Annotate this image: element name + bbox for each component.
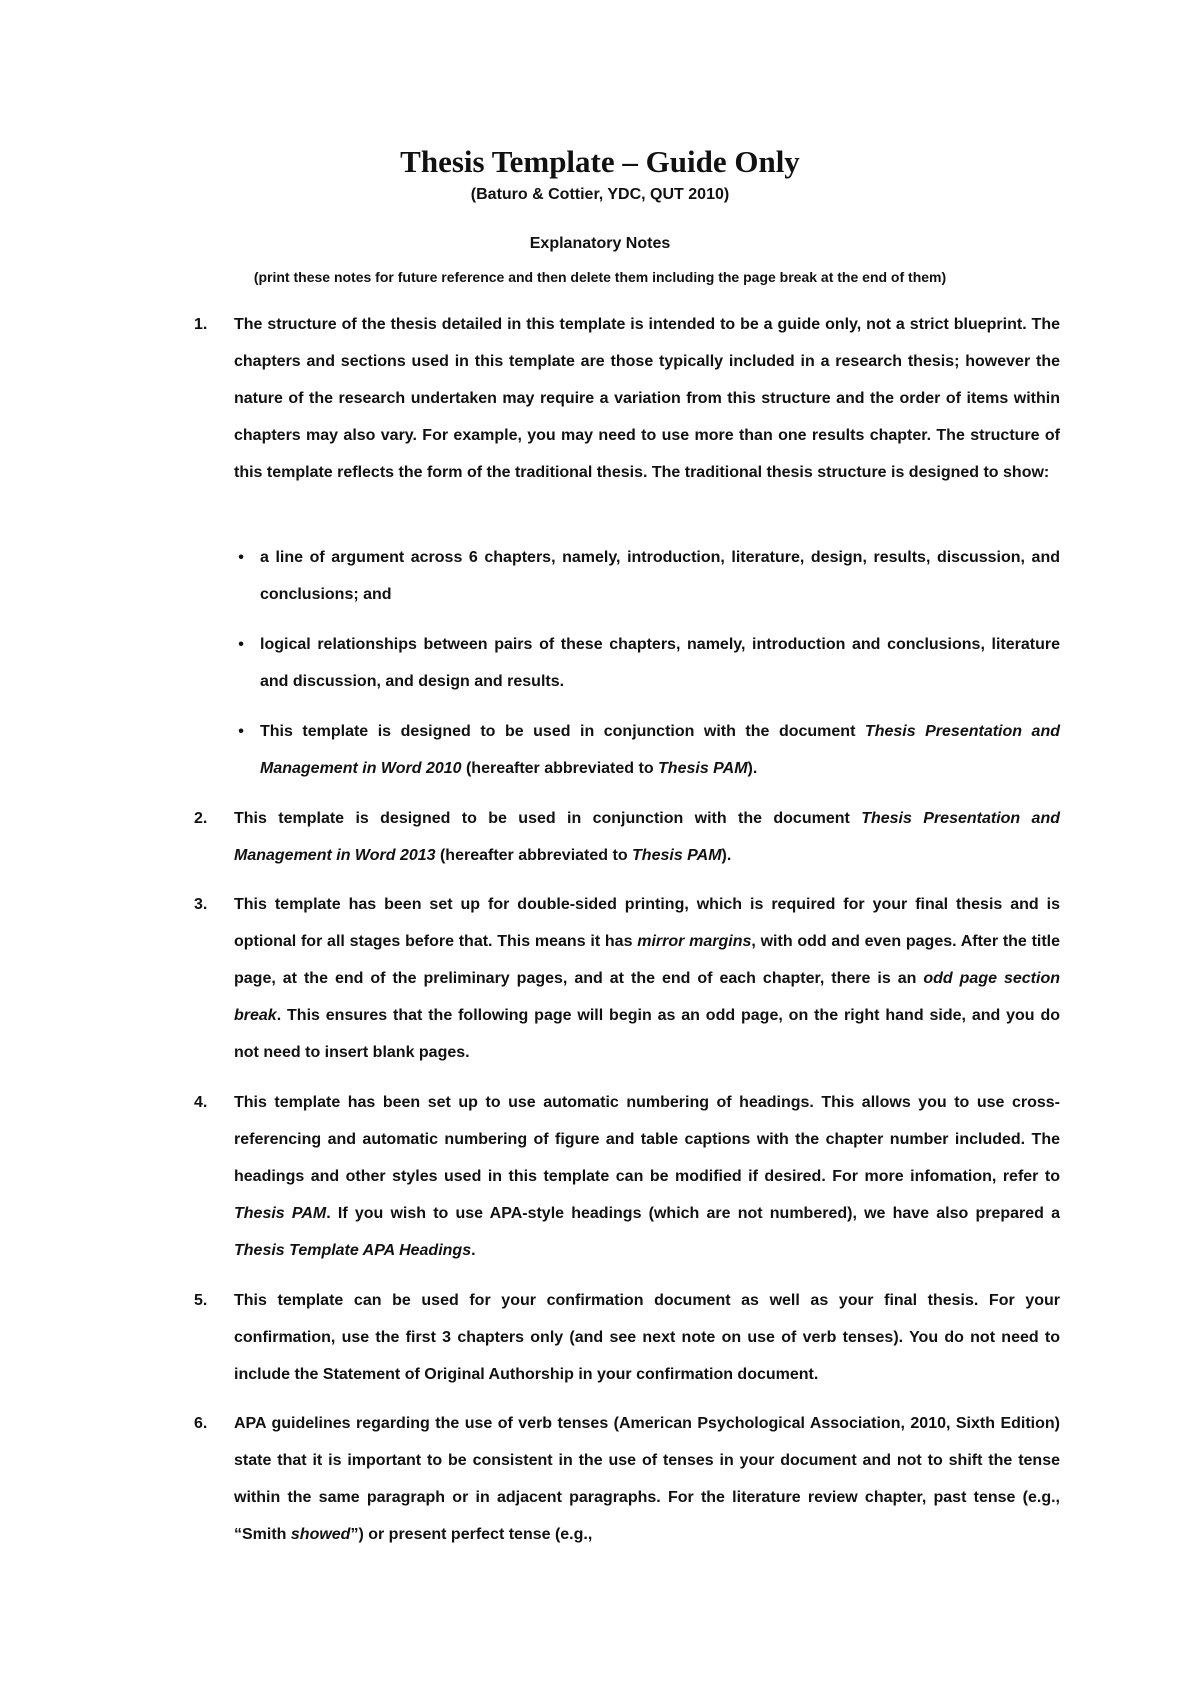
note-item-2 xyxy=(194,800,1060,874)
note-number: 3. xyxy=(194,896,208,913)
italic-term: mirror margins xyxy=(637,933,752,950)
bullet-icon: • xyxy=(238,636,244,653)
italic-abbreviation: Thesis PAM xyxy=(234,1205,327,1222)
bullet-item-3 xyxy=(238,713,1061,787)
bullet-item-2 xyxy=(238,626,1060,700)
note-text xyxy=(234,1084,1060,1269)
note-item-5 xyxy=(194,1282,1060,1393)
note-text: The structure of the thesis detailed in this template is intended to be a guide only, not a strict blueprint. The chapters and sections used in this template are those typically included in a research thesis; however the nature of the research undertaken may require a variation from this structure and the order of items within chapters may also vary. For example, you may need to use more than one results chapter. The structure of this template reflects the form of the traditional thesis. The traditional thesis structure is designed to show: xyxy=(234,316,1060,481)
text-run: ”) or present perfect tense (e.g., xyxy=(350,1526,593,1543)
text-run: APA guidelines regarding the use of verb tenses (American Psychological Association, 2010, Sixth Edition) state that it is important to be consistent in the use of tenses in your document and not to shift the tense within the same paragraph or in adjacent paragraphs. For the literature review chapter, past tense (e.g., “Smith xyxy=(234,1415,1060,1543)
text-run: This template is designed to be used in conjunction with the document xyxy=(234,810,862,827)
note-text xyxy=(234,886,1060,1071)
note-text: This template can be used for your confirmation document as well as your final thesis. For your confirmation, use the first 3 chapters only (and see next note on use of verb tenses). You do not need to include the Statement of Original Authorship in your confirmation document. xyxy=(234,1292,1060,1383)
document-subtitle: (Baturo & Cottier, YDC, QUT 2010) xyxy=(470,186,730,203)
document-title: Thesis Template – Guide Only xyxy=(400,144,800,179)
text-run: . xyxy=(471,1242,476,1259)
note-text xyxy=(234,800,1060,874)
bullet-item-1 xyxy=(238,539,1060,613)
text-run: This template has been set up to use automatic numbering of headings. This allows you to use cross-referencing and automatic numbering of figure and table captions with the chapter number included. The headings and other styles used in this template can be modified if desired. For more infomation, refer to xyxy=(234,1094,1060,1185)
text-run: This template has been set up for double-sided printing, which is required for your final thesis and is optional for all stages before that. This means it has xyxy=(234,896,1060,950)
text-run: ). xyxy=(721,847,732,864)
italic-verb: showed xyxy=(290,1526,351,1543)
note-number: 5. xyxy=(194,1292,208,1309)
italic-abbreviation: Thesis PAM xyxy=(658,760,748,777)
bullet-text: a line of argument across 6 chapters, namely, introduction, literature, design, results, discussion, and conclusions; and xyxy=(260,549,1060,603)
note-item-6 xyxy=(194,1405,1060,1553)
text-run: . This ensures that the following page will begin as an odd page, on the right hand side, and you do not need to insert blank pages. xyxy=(234,1007,1060,1061)
note-number: 4. xyxy=(194,1094,208,1111)
bullet-text xyxy=(260,713,1060,787)
text-run: (hereafter abbreviated to xyxy=(461,760,659,777)
note-item-4 xyxy=(194,1084,1061,1269)
bullet-icon: • xyxy=(238,549,244,566)
italic-abbreviation: Thesis PAM xyxy=(632,847,722,864)
text-run: ). xyxy=(747,760,758,777)
italic-document-title: Thesis Presentation and Management in Word 2013 xyxy=(234,810,1060,864)
text-run: , with odd and even pages. After the title page, at the end of the preliminary pages, and at the end of each chapter, there is an xyxy=(234,933,1061,987)
print-instruction-note: (print these notes for future reference and then delete them including the page break at the end of them) xyxy=(253,269,947,285)
note-text xyxy=(234,1405,1060,1553)
note-number: 1. xyxy=(194,316,208,333)
note-item-3 xyxy=(194,886,1061,1071)
italic-term: odd page section break xyxy=(234,970,1060,1024)
bullet-icon: • xyxy=(238,723,244,740)
text-run: (hereafter abbreviated to xyxy=(435,847,633,864)
text-run: . If you wish to use APA-style headings (which are not numbered), we have also prepared a xyxy=(326,1205,1061,1222)
explanatory-notes-heading: Explanatory Notes xyxy=(529,235,671,252)
note-number: 6. xyxy=(194,1415,208,1432)
bullet-text: logical relationships between pairs of these chapters, namely, introduction and conclusions, literature and discussion, and design and results. xyxy=(260,636,1060,690)
text-run: This template is designed to be used in conjunction with the document xyxy=(260,723,865,740)
note-item-1 xyxy=(194,306,1060,491)
italic-document-title: Thesis Presentation and Management in Word 2010 xyxy=(260,723,1061,777)
note-number: 2. xyxy=(194,810,208,827)
italic-document-title: Thesis Template APA Headings xyxy=(234,1242,472,1259)
